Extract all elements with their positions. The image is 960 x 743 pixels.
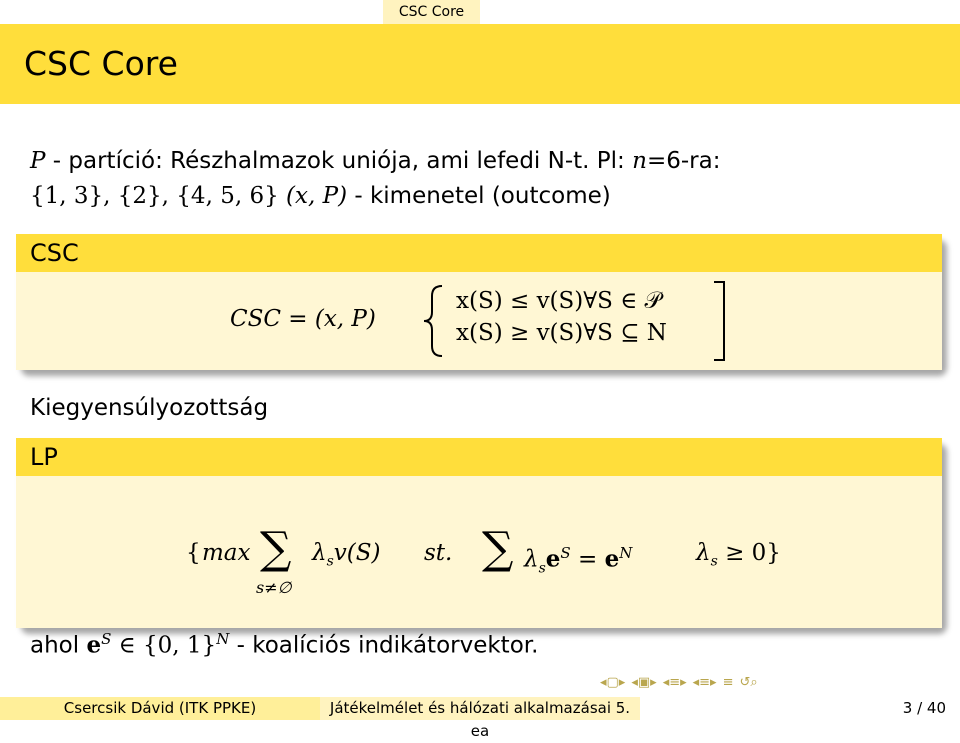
footer-bar bbox=[0, 697, 960, 740]
lambda-subscript-3: s bbox=[710, 553, 718, 570]
intro-line-2 bbox=[30, 181, 611, 211]
frame-title-bar bbox=[0, 24, 960, 104]
csc-condition-2: x(S) ≥ v(S)∀S ⊆ N bbox=[456, 320, 667, 346]
note-e-vector: e bbox=[86, 631, 102, 659]
lambda-symbol-2: λ bbox=[524, 546, 539, 573]
nav-prev-section-icon[interactable]: ◂≡▸ bbox=[692, 674, 717, 690]
headline-section[interactable]: CSC Core bbox=[383, 0, 480, 24]
footer-title: Játékelmélet és hálózati alkalmazásai 5. ea bbox=[320, 697, 640, 720]
lambda-symbol: λ bbox=[312, 540, 327, 566]
balance-label: Kiegyensúlyozottság bbox=[30, 395, 269, 421]
right-bracket-icon bbox=[712, 280, 728, 362]
headline-bar bbox=[0, 0, 960, 24]
lp-block-header bbox=[16, 438, 942, 476]
intro-line-1-text: - partíció: Részhalmazok uniója, ami lefedi N-t. Pl: bbox=[45, 148, 633, 174]
lambda-subscript: s bbox=[326, 553, 334, 570]
headline-right bbox=[480, 0, 960, 24]
n-symbol: n bbox=[632, 148, 647, 174]
nav-toc-icon[interactable]: ≡ bbox=[722, 674, 734, 690]
nav-prev-slide-icon[interactable]: ◂▢▸ bbox=[600, 674, 626, 690]
sum-symbol-1: ∑ bbox=[260, 523, 292, 574]
lp-max: max bbox=[202, 540, 251, 566]
lp-open-brace: { bbox=[186, 540, 201, 566]
csc-block-body bbox=[16, 272, 942, 370]
intro-line-2-text: - kimenetel (outcome) bbox=[347, 183, 611, 209]
note-prefix: ahol bbox=[30, 632, 87, 659]
footer-page-box bbox=[640, 697, 960, 720]
lambda-subscript-2: s bbox=[538, 560, 546, 577]
csc-block-header bbox=[16, 234, 942, 272]
e-superscript: S bbox=[560, 544, 571, 562]
footer-page-number: 3 / 40 bbox=[902, 699, 946, 717]
headline-left bbox=[0, 0, 383, 24]
csc-block-title: CSC bbox=[30, 239, 79, 267]
csc-definition-lhs: CSC = (x, P) bbox=[230, 306, 376, 332]
frame-title: CSC Core bbox=[24, 44, 178, 83]
note-set: ∈ {0, 1} bbox=[111, 632, 217, 659]
sum-symbol-2: ∑ bbox=[482, 523, 514, 574]
nav-prev-frame-icon[interactable]: ◂▣▸ bbox=[631, 674, 657, 690]
lp-constraint-2 bbox=[696, 538, 781, 577]
e-superscript-2: N bbox=[619, 544, 633, 562]
lp-note bbox=[30, 624, 538, 661]
footer-author: Csercsik Dávid (ITK PPKE) bbox=[0, 697, 320, 720]
intro-line-1 bbox=[30, 146, 720, 176]
outcome-pair: (x, P) bbox=[286, 183, 348, 209]
example-sets: {1, 3}, {2}, {4, 5, 6} bbox=[30, 183, 279, 209]
lp-block-title: LP bbox=[30, 443, 58, 471]
sum-subscript: s≠∅ bbox=[256, 578, 292, 597]
lp-objective bbox=[312, 538, 380, 577]
lp-block bbox=[16, 438, 942, 659]
nav-search-icon[interactable]: ↺⌕ bbox=[739, 674, 758, 690]
partition-symbol: P bbox=[30, 148, 46, 174]
note-set-superscript: N bbox=[216, 630, 230, 648]
lp-block-body bbox=[16, 476, 942, 659]
intro-line-1-eq: =6-ra: bbox=[646, 148, 721, 174]
nav-prev-subsection-icon[interactable]: ◂≡▸ bbox=[662, 674, 687, 690]
equals-sign: = bbox=[570, 546, 605, 573]
left-brace-icon bbox=[420, 282, 450, 360]
e-vector: e bbox=[545, 545, 561, 573]
csc-block bbox=[16, 234, 942, 370]
lambda-symbol-3: λ bbox=[696, 540, 711, 566]
csc-condition-1: x(S) ≤ v(S)∀S ∈ 𝒫 bbox=[456, 288, 662, 314]
navigation-symbols bbox=[600, 670, 945, 694]
lp-constraint-1 bbox=[524, 538, 632, 583]
nonneg-constraint: ≥ 0} bbox=[717, 540, 781, 566]
note-text: - koalíciós indikátorvektor. bbox=[229, 632, 539, 659]
e-vector-2: e bbox=[604, 545, 620, 573]
note-e-superscript: S bbox=[101, 630, 112, 648]
value-function: v(S) bbox=[333, 540, 381, 566]
lp-st: st. bbox=[424, 540, 453, 566]
